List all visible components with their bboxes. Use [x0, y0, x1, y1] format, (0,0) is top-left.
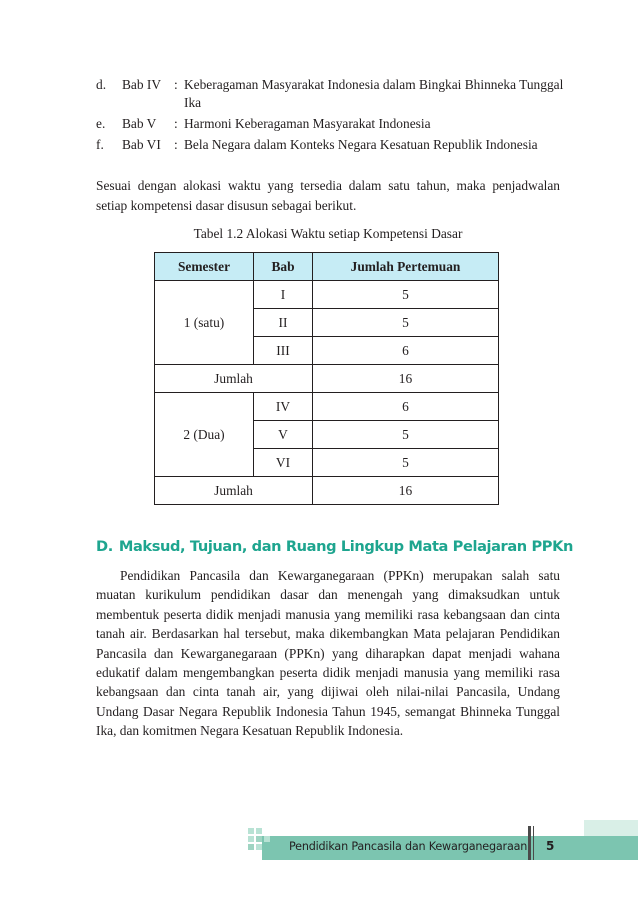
- list-item-desc: Harmoni Keberagaman Masyarakat Indonesia: [184, 116, 431, 131]
- list-item-letter: f.: [96, 137, 104, 152]
- list-item-colon: :: [174, 77, 178, 92]
- page-number: 5: [546, 839, 555, 853]
- section-number: D.: [96, 538, 113, 555]
- table-total-row: [155, 365, 499, 393]
- footer-divider: [533, 826, 534, 860]
- bab-cell: V: [254, 421, 313, 449]
- footer-decoration: [584, 820, 638, 836]
- list-item-bab: Bab VI: [122, 137, 161, 152]
- pertemuan-cell: 5: [313, 281, 499, 309]
- list-item-letter: d.: [96, 77, 107, 92]
- table-caption: Tabel 1.2 Alokasi Waktu setiap Kompetensi Dasar: [193, 226, 463, 241]
- header-bab: Bab: [254, 253, 313, 281]
- pertemuan-cell: 5: [313, 309, 499, 337]
- list-item: [96, 76, 566, 112]
- list-item-bab: Bab IV: [122, 77, 162, 92]
- list-item-colon: :: [174, 116, 178, 131]
- list-item-desc: Bela Negara dalam Konteks Negara Kesatuan Republik Indonesia: [184, 137, 538, 152]
- semester-cell: 1 (satu): [155, 281, 254, 365]
- bab-cell: I: [254, 281, 313, 309]
- table-row: [155, 393, 499, 421]
- table-header-row: [155, 253, 499, 281]
- total-label: Jumlah: [155, 477, 313, 505]
- total-label: Jumlah: [155, 365, 313, 393]
- section-title: Maksud, Tujuan, dan Ruang Lingkup Mata Pelajaran PPKn: [118, 538, 573, 555]
- list-item-desc: Keberagaman Masyarakat Indonesia dalam Bingkai Bhinneka Tunggal Ika: [184, 77, 564, 110]
- bab-list: [96, 76, 566, 157]
- footer-squares-decoration: [248, 828, 278, 858]
- footer-book-title: Pendidikan Pancasila dan Kewarganegaraan: [289, 840, 528, 853]
- bab-cell: III: [254, 337, 313, 365]
- footer-divider: [528, 826, 531, 860]
- list-item-colon: :: [174, 137, 178, 152]
- table-row: [155, 281, 499, 309]
- list-item-bab: Bab V: [122, 116, 157, 131]
- bab-cell: VI: [254, 449, 313, 477]
- pertemuan-cell: 6: [313, 337, 499, 365]
- list-item: [96, 115, 566, 133]
- list-item-letter: e.: [96, 116, 106, 131]
- section-heading: [96, 538, 576, 555]
- body-paragraph: Pendidikan Pancasila dan Kewarganegaraan (PPKn) merupakan salah satu muatan kurikulum pendidikan dasar dan menengah yang dimaksudkan untuk membentuk peserta didik menjadi manusia yang memiliki rasa kebangsaan dan cinta tanah air. Berdasarkan hal tersebut, maka dikembangkan Mata pelajaran Pendidikan Pancasila dan Kewarganegaraan (PPKn) yang diharapkan dapat menjadi wahana edukatif dalam mengembangkan peserta didik menjadi manusia yang memiliki rasa kebangsaan dan cinta tanah air, yang dijiwai oleh nilai-nilai Pancasila, Undang Undang Dasar Negara Republik Indonesia Tahun 1945, semangat Bhinneka Tunggal Ika, dan komitmen Negara Kesatuan Republik Indonesia.: [96, 568, 560, 739]
- section-body: [96, 566, 560, 741]
- pertemuan-cell: 5: [313, 421, 499, 449]
- semester-cell: 2 (Dua): [155, 393, 254, 477]
- header-semester: Semester: [155, 253, 254, 281]
- total-value: 16: [313, 365, 499, 393]
- list-item: [96, 136, 566, 154]
- pertemuan-cell: 5: [313, 449, 499, 477]
- bab-cell: IV: [254, 393, 313, 421]
- header-jumlah-pertemuan: Jumlah Pertemuan: [313, 253, 499, 281]
- table-total-row: [155, 477, 499, 505]
- allocation-table: [154, 252, 499, 505]
- pertemuan-cell: 6: [313, 393, 499, 421]
- bab-cell: II: [254, 309, 313, 337]
- total-value: 16: [313, 477, 499, 505]
- intro-paragraph: Sesuai dengan alokasi waktu yang tersedia dalam satu tahun, maka penjadwalan setiap kompetensi dasar disusun sebagai berikut.: [96, 178, 560, 213]
